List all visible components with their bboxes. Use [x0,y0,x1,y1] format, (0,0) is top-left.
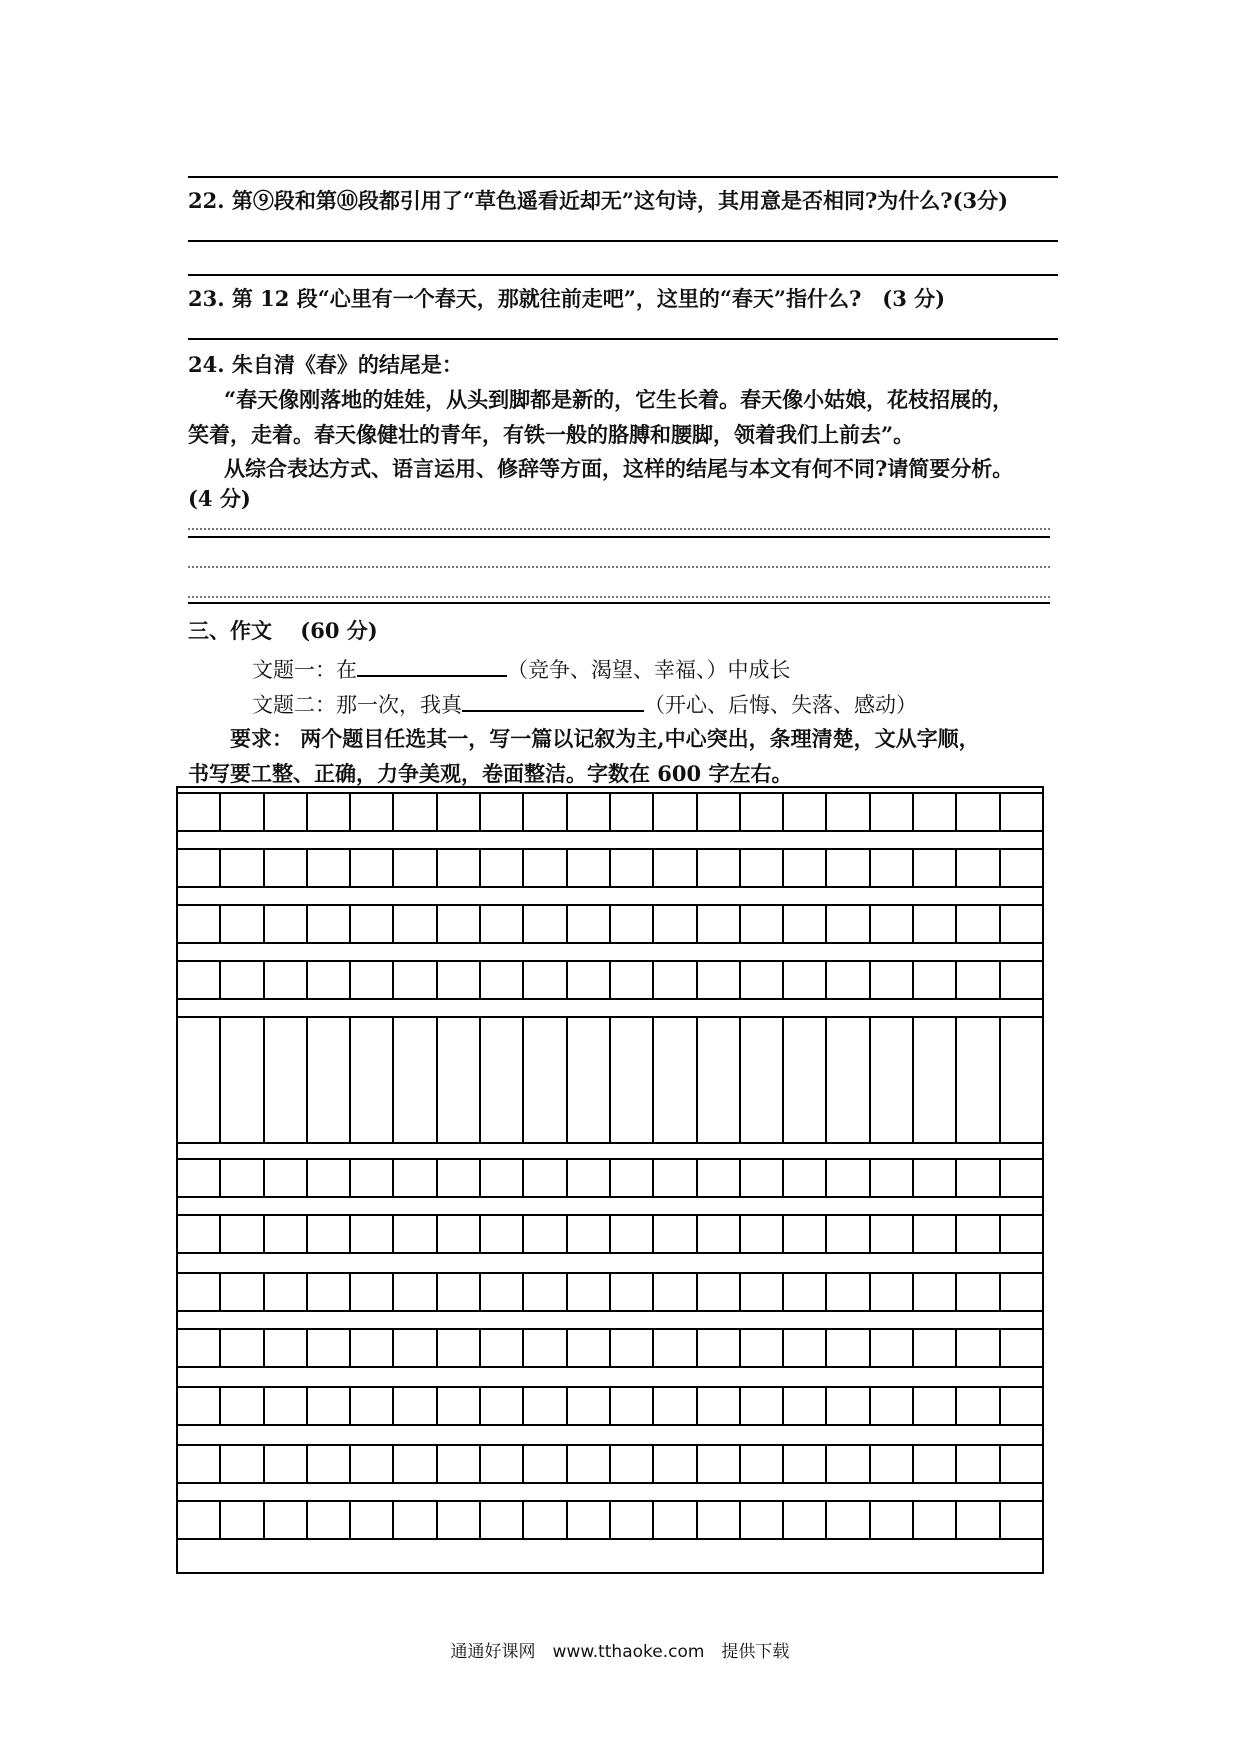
grid-cell[interactable] [522,1328,565,1368]
grid-cell[interactable] [869,904,912,944]
answer-line [188,338,1058,340]
grid-cell[interactable] [178,1272,219,1312]
grid-cell[interactable] [479,848,522,888]
grid-cell[interactable] [825,960,868,1000]
grid-cell[interactable] [566,960,609,1000]
grid-row [178,792,1042,832]
grid-cell[interactable] [609,1158,652,1198]
grid-cell[interactable] [696,1158,739,1198]
question-24-title: 24. 朱自清《春》的结尾是： [188,352,463,377]
grid-cell[interactable] [825,1272,868,1312]
grid-cell[interactable] [436,1158,479,1198]
grid-cell[interactable] [219,1328,262,1368]
grid-cell[interactable] [955,904,998,944]
grid-cell[interactable] [912,848,955,888]
question-22: 22. 第⑨段和第⑩段都引用了“草色遥看近却无”这句诗，其用意是否相同?为什么?(3分) [188,188,1009,213]
grid-cell[interactable] [263,960,306,1000]
grid-cell[interactable] [566,1214,609,1254]
grid-cell[interactable] [955,960,998,1000]
grid-cell[interactable] [436,1500,479,1540]
question-24-points: (4 分) [188,486,251,511]
grid-cell[interactable] [349,1158,392,1198]
grid-cell[interactable] [609,1016,652,1144]
grid-cell[interactable] [825,1444,868,1484]
grid-cell[interactable] [392,1500,435,1540]
grid-cell[interactable] [306,1444,349,1484]
grid-cell[interactable] [306,1272,349,1312]
grid-cell[interactable] [869,1386,912,1426]
grid-cell[interactable] [306,1386,349,1426]
grid-cell[interactable] [263,904,306,944]
grid-cell[interactable] [306,1214,349,1254]
grid-cell[interactable] [696,1386,739,1426]
grid-cell[interactable] [609,960,652,1000]
grid-cell[interactable] [219,1214,262,1254]
grid-cell[interactable] [522,1500,565,1540]
grid-cell[interactable] [609,904,652,944]
grid-cell[interactable] [306,1158,349,1198]
grid-cell[interactable] [219,1500,262,1540]
grid-cell[interactable] [609,1272,652,1312]
grid-cell[interactable] [522,1158,565,1198]
grid-cell[interactable] [263,1386,306,1426]
grid-cell[interactable] [609,1386,652,1426]
grid-cell[interactable] [522,1214,565,1254]
answer-line [188,176,1058,178]
grid-cell[interactable] [782,1016,825,1144]
grid-cell[interactable] [912,1500,955,1540]
grid-cell[interactable] [392,848,435,888]
grid-cell[interactable] [739,1272,782,1312]
grid-cell[interactable] [825,1328,868,1368]
grid-cell[interactable] [522,1386,565,1426]
grid-cell[interactable] [869,1444,912,1484]
grid-cell[interactable] [219,848,262,888]
grid-cell[interactable] [652,904,695,944]
question-23: 23. 第 12 段“心里有一个春天，那就往前走吧”，这里的“春天”指什么? (3 分) [188,286,946,311]
grid-row [178,848,1042,888]
grid-cell[interactable] [652,1214,695,1254]
grid-cell[interactable] [999,1158,1042,1198]
grid-cell[interactable] [782,1328,825,1368]
grid-cell[interactable] [566,1158,609,1198]
grid-cell[interactable] [479,960,522,1000]
grid-cell[interactable] [696,960,739,1000]
grid-cell[interactable] [349,1016,392,1144]
grid-cell[interactable] [999,1272,1042,1312]
grid-cell[interactable] [349,1444,392,1484]
topic-2-prefix: 文题二：那一次，我真 [252,693,462,717]
answer-line [188,274,1058,276]
grid-cell[interactable] [306,1016,349,1144]
grid-cell[interactable] [739,1500,782,1540]
grid-cell[interactable] [219,1272,262,1312]
grid-cell[interactable] [739,1386,782,1426]
grid-cell[interactable] [696,848,739,888]
grid-cell[interactable] [782,1158,825,1198]
grid-cell[interactable] [349,1214,392,1254]
grid-cell[interactable] [479,1444,522,1484]
grid-cell[interactable] [306,960,349,1000]
grid-cell[interactable] [349,904,392,944]
grid-cell[interactable] [696,904,739,944]
grid-cell[interactable] [178,792,219,832]
grid-cell[interactable] [652,1328,695,1368]
grid-cell[interactable] [739,1328,782,1368]
grid-cell[interactable] [696,1272,739,1312]
grid-row [178,1158,1042,1198]
grid-cell[interactable] [869,1500,912,1540]
grid-cell[interactable] [219,904,262,944]
dotted-line [188,596,1050,598]
grid-cell[interactable] [869,792,912,832]
grid-cell[interactable] [999,1016,1042,1144]
grid-cell[interactable] [522,1016,565,1144]
topic-1-suffix: （竞争、渴望、幸福、）中成长 [507,658,791,682]
grid-cell[interactable] [999,792,1042,832]
answer-line [188,240,1058,242]
grid-cell[interactable] [263,1328,306,1368]
grid-cell[interactable] [825,848,868,888]
grid-cell[interactable] [566,848,609,888]
grid-cell[interactable] [912,904,955,944]
grid-cell[interactable] [912,1444,955,1484]
grid-cell[interactable] [955,848,998,888]
grid-cell[interactable] [955,1444,998,1484]
grid-cell[interactable] [869,1328,912,1368]
grid-cell[interactable] [479,1016,522,1144]
grid-cell[interactable] [436,1272,479,1312]
grid-cell[interactable] [436,1016,479,1144]
grid-cell[interactable] [955,792,998,832]
dotted-line [188,528,1050,530]
grid-cell[interactable] [306,1328,349,1368]
grid-row [178,1016,1042,1144]
grid-cell[interactable] [392,1158,435,1198]
grid-cell[interactable] [263,1444,306,1484]
grid-cell[interactable] [178,1386,219,1426]
grid-cell[interactable] [912,1386,955,1426]
grid-cell[interactable] [566,1016,609,1144]
grid-cell[interactable] [739,792,782,832]
grid-cell[interactable] [825,1214,868,1254]
grid-cell[interactable] [522,904,565,944]
grid-cell[interactable] [522,1272,565,1312]
grid-cell[interactable] [479,1500,522,1540]
grid-cell[interactable] [392,904,435,944]
grid-cell[interactable] [912,1016,955,1144]
grid-cell[interactable] [696,1016,739,1144]
grid-cell[interactable] [955,1386,998,1426]
grid-cell[interactable] [436,1386,479,1426]
grid-cell[interactable] [522,960,565,1000]
grid-cell[interactable] [178,1444,219,1484]
grid-cell[interactable] [392,960,435,1000]
grid-cell[interactable] [392,1272,435,1312]
grid-cell[interactable] [392,1444,435,1484]
grid-cell[interactable] [999,1214,1042,1254]
grid-cell[interactable] [392,1328,435,1368]
grid-cell[interactable] [869,1158,912,1198]
grid-cell[interactable] [306,904,349,944]
grid-cell[interactable] [178,960,219,1000]
grid-cell[interactable] [479,792,522,832]
grid-cell[interactable] [436,904,479,944]
grid-cell[interactable] [392,1016,435,1144]
topic-1-prefix: 文题一：在 [252,658,357,682]
grid-cell[interactable] [825,1386,868,1426]
grid-cell[interactable] [912,1272,955,1312]
grid-cell[interactable] [652,848,695,888]
grid-cell[interactable] [349,848,392,888]
grid-cell[interactable] [999,1386,1042,1426]
grid-cell[interactable] [999,1444,1042,1484]
grid-cell[interactable] [739,1158,782,1198]
grid-cell[interactable] [609,792,652,832]
topic-2-suffix: （开心、后悔、失落、感动） [644,693,917,717]
grid-cell[interactable] [912,1158,955,1198]
grid-cell[interactable] [178,904,219,944]
grid-cell[interactable] [219,960,262,1000]
grid-cell[interactable] [479,904,522,944]
grid-cell[interactable] [652,1158,695,1198]
grid-cell[interactable] [436,848,479,888]
grid-cell[interactable] [652,1444,695,1484]
grid-cell[interactable] [955,1214,998,1254]
grid-cell[interactable] [349,1500,392,1540]
grid-cell[interactable] [999,848,1042,888]
grid-cell[interactable] [436,1328,479,1368]
grid-row [178,1214,1042,1254]
grid-cell[interactable] [955,1016,998,1144]
grid-cell[interactable] [436,1444,479,1484]
grid-cell[interactable] [696,1328,739,1368]
grid-cell[interactable] [825,1500,868,1540]
grid-cell[interactable] [566,1328,609,1368]
grid-cell[interactable] [178,1328,219,1368]
grid-cell[interactable] [782,1214,825,1254]
grid-cell[interactable] [696,1444,739,1484]
grid-cell[interactable] [566,1272,609,1312]
grid-cell[interactable] [739,1444,782,1484]
grid-cell[interactable] [263,1500,306,1540]
grid-row [178,1444,1042,1484]
grid-cell[interactable] [263,1272,306,1312]
grid-cell[interactable] [436,1214,479,1254]
grid-cell[interactable] [912,792,955,832]
grid-row [178,904,1042,944]
grid-cell[interactable] [392,792,435,832]
grid-row [178,1500,1042,1540]
grid-cell[interactable] [522,792,565,832]
grid-cell[interactable] [696,1500,739,1540]
grid-cell[interactable] [349,960,392,1000]
grid-cell[interactable] [306,792,349,832]
essay-heading: 三、作文 (60 分) [188,618,378,643]
grid-cell[interactable] [436,792,479,832]
grid-cell[interactable] [869,848,912,888]
grid-cell[interactable] [825,792,868,832]
grid-cell[interactable] [782,1272,825,1312]
grid-cell[interactable] [739,1214,782,1254]
grid-cell[interactable] [436,960,479,1000]
question-24-quote: 笑着，走着。春天像健壮的青年，有铁一般的胳膊和腰脚，领着我们上前去”。 [188,422,915,447]
topic-2 [252,690,917,716]
grid-cell[interactable] [349,1328,392,1368]
answer-line [188,536,1050,538]
grid-cell[interactable] [869,1272,912,1312]
grid-row [178,1386,1042,1426]
topic-1 [252,655,791,681]
grid-cell[interactable] [652,960,695,1000]
grid-cell[interactable] [263,848,306,888]
grid-cell[interactable] [739,904,782,944]
grid-cell[interactable] [869,960,912,1000]
dotted-line [188,566,1050,568]
grid-cell[interactable] [609,848,652,888]
grid-cell[interactable] [219,792,262,832]
grid-cell[interactable] [782,1500,825,1540]
grid-cell[interactable] [782,960,825,1000]
grid-cell[interactable] [782,792,825,832]
grid-cell[interactable] [263,1016,306,1144]
grid-cell[interactable] [999,904,1042,944]
grid-cell[interactable] [392,1214,435,1254]
grid-cell[interactable] [479,1272,522,1312]
grid-cell[interactable] [652,1386,695,1426]
grid-cell[interactable] [782,904,825,944]
grid-cell[interactable] [566,1500,609,1540]
grid-cell[interactable] [566,1444,609,1484]
blank-line [357,655,507,677]
grid-cell[interactable] [263,1158,306,1198]
grid-cell[interactable] [349,1386,392,1426]
grid-cell[interactable] [912,1214,955,1254]
grid-cell[interactable] [522,848,565,888]
grid-cell[interactable] [782,848,825,888]
grid-cell[interactable] [178,1214,219,1254]
grid-cell[interactable] [178,1016,219,1144]
requirements: 要求： 两个题目任选其一，写一篇以记叙为主,中心突出，条理清楚，文从字顺， [230,726,980,751]
question-24-prompt: 从综合表达方式、语言运用、修辞等方面，这样的结尾与本文有何不同?请简要分析。 [224,456,1014,481]
grid-cell[interactable] [479,1328,522,1368]
grid-cell[interactable] [652,792,695,832]
grid-cell[interactable] [696,1214,739,1254]
grid-cell[interactable] [739,848,782,888]
grid-cell[interactable] [178,1158,219,1198]
grid-cell[interactable] [479,1214,522,1254]
blank-line [462,690,644,712]
grid-cell[interactable] [219,1158,262,1198]
footer: 通通好课网 www.tthaoke.com 提供下载 [450,1642,790,1662]
grid-cell[interactable] [178,848,219,888]
grid-cell[interactable] [955,1158,998,1198]
requirements: 书写要工整、正确，力争美观，卷面整洁。字数在 600 字左右。 [188,761,793,786]
grid-cell[interactable] [955,1500,998,1540]
answer-line [188,602,1050,604]
grid-cell[interactable] [263,1214,306,1254]
grid-cell[interactable] [609,1328,652,1368]
grid-cell[interactable] [219,1016,262,1144]
grid-cell[interactable] [825,1016,868,1144]
grid-cell[interactable] [349,792,392,832]
grid-cell[interactable] [652,1500,695,1540]
grid-cell[interactable] [609,1444,652,1484]
grid-cell[interactable] [999,1500,1042,1540]
grid-cell[interactable] [869,1016,912,1144]
grid-row [178,960,1042,1000]
grid-cell[interactable] [219,1386,262,1426]
grid-cell[interactable] [609,1500,652,1540]
grid-cell[interactable] [652,1016,695,1144]
grid-cell[interactable] [392,1386,435,1426]
grid-cell[interactable] [522,1444,565,1484]
grid-cell[interactable] [479,1158,522,1198]
grid-cell[interactable] [739,960,782,1000]
grid-row [178,1272,1042,1312]
grid-cell[interactable] [566,1386,609,1426]
grid-cell[interactable] [696,792,739,832]
grid-cell[interactable] [999,960,1042,1000]
grid-cell[interactable] [306,1500,349,1540]
grid-cell[interactable] [739,1016,782,1144]
question-24-quote: “春天像刚落地的娃娃，从头到脚都是新的，它生长着。春天像小姑娘，花枝招展的， [224,387,1014,412]
grid-cell[interactable] [955,1272,998,1312]
writing-grid [176,786,1044,1574]
grid-cell[interactable] [782,1444,825,1484]
grid-cell[interactable] [306,848,349,888]
grid-cell[interactable] [825,1158,868,1198]
grid-cell[interactable] [219,1444,262,1484]
grid-cell[interactable] [955,1328,998,1368]
grid-cell[interactable] [479,1386,522,1426]
grid-cell[interactable] [349,1272,392,1312]
grid-cell[interactable] [912,960,955,1000]
grid-cell[interactable] [609,1214,652,1254]
grid-cell[interactable] [999,1328,1042,1368]
grid-cell[interactable] [566,792,609,832]
grid-cell[interactable] [178,1500,219,1540]
grid-cell[interactable] [652,1272,695,1312]
grid-cell[interactable] [869,1214,912,1254]
grid-row [178,1328,1042,1368]
grid-cell[interactable] [912,1328,955,1368]
grid-cell[interactable] [825,904,868,944]
grid-cell[interactable] [566,904,609,944]
grid-cell[interactable] [782,1386,825,1426]
grid-cell[interactable] [263,792,306,832]
